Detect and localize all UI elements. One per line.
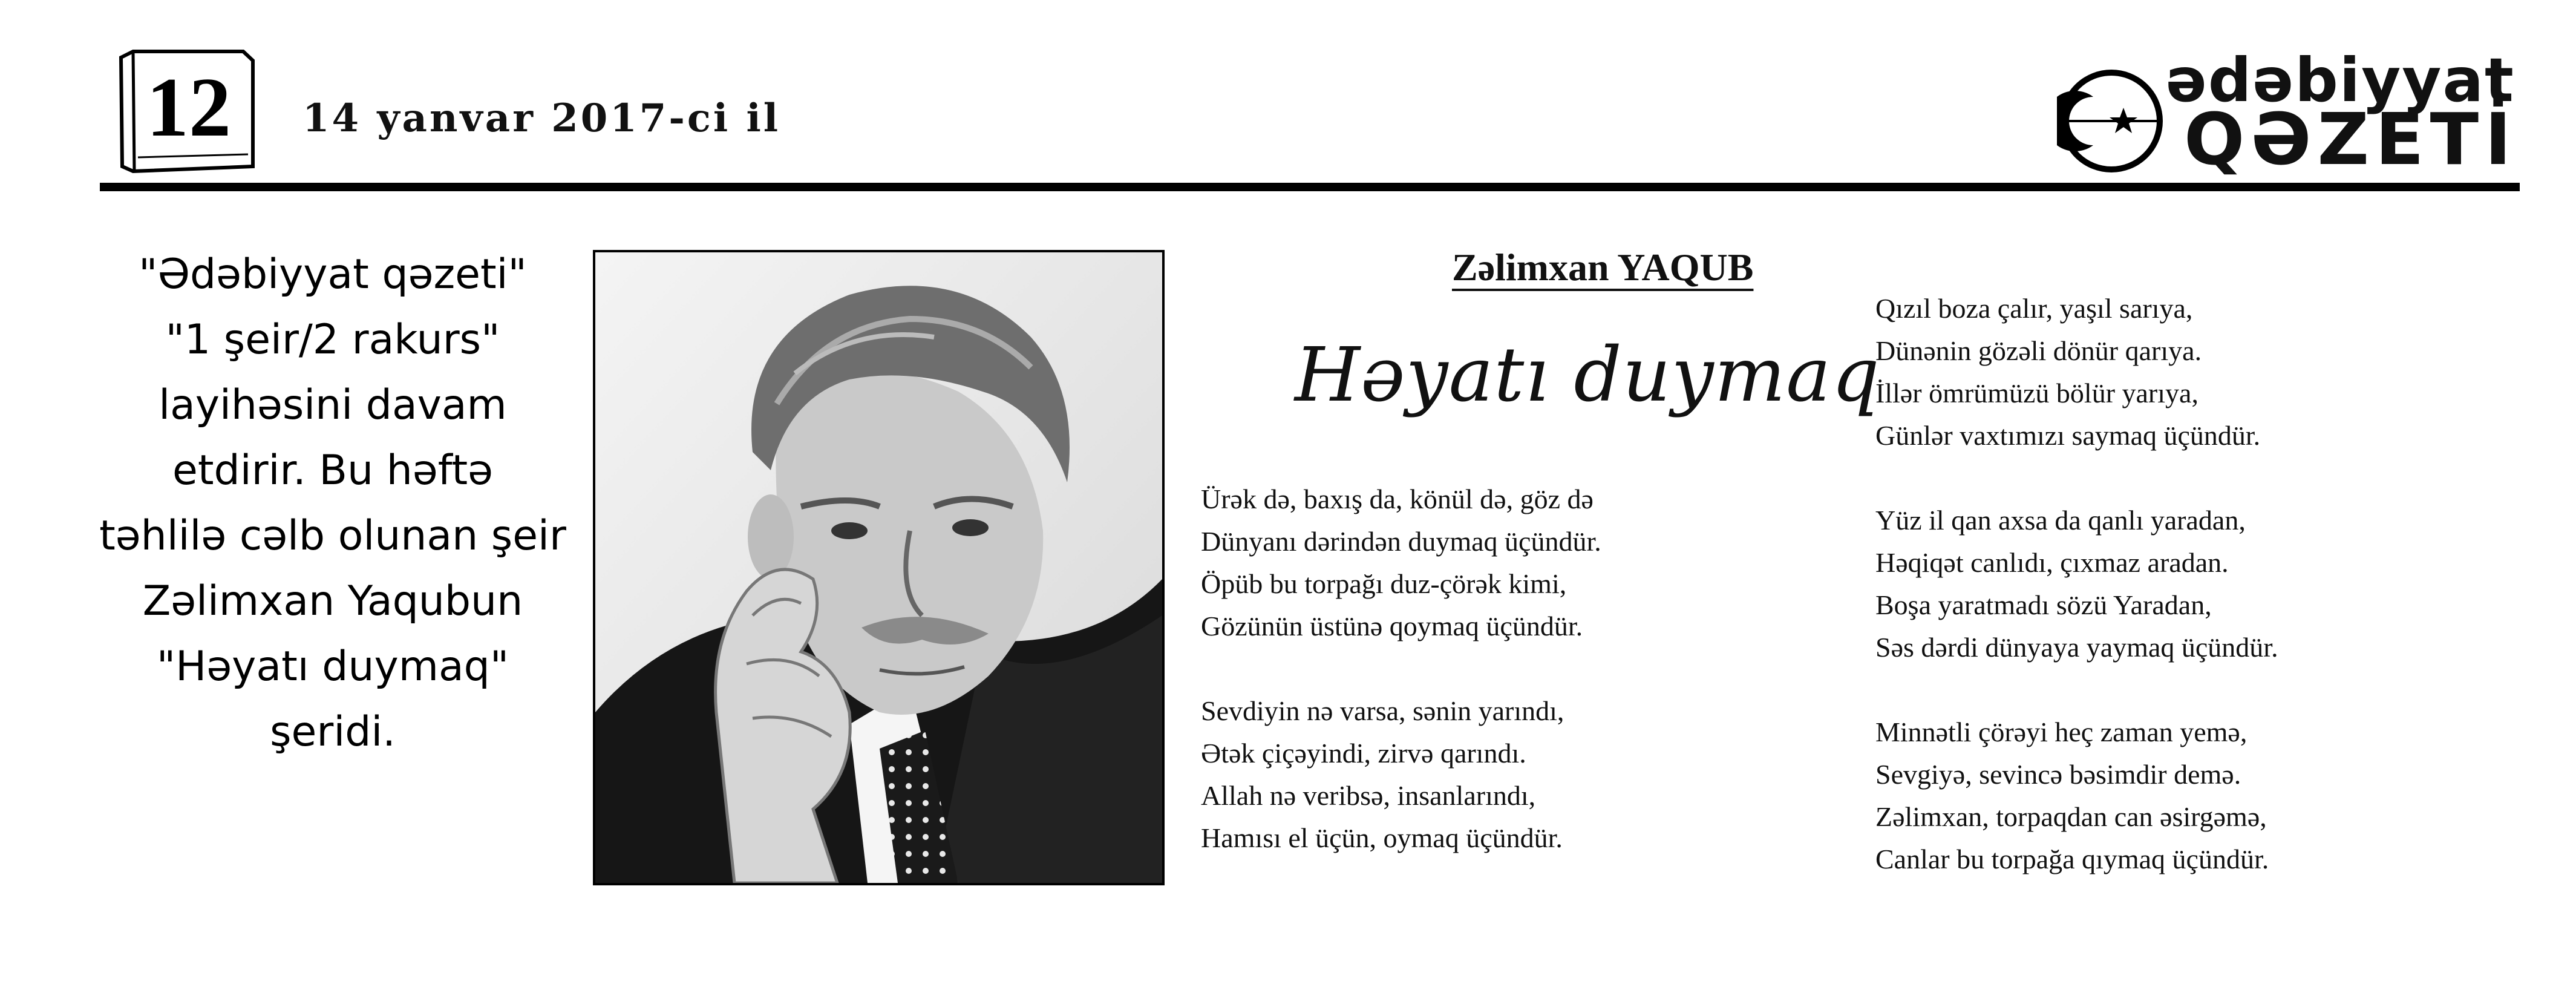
poem-line: Dünyanı dərindən duymaq üçündür. — [1201, 526, 1601, 557]
poem-line: Zəlimxan, torpaqdan can əsirgəmə, — [1875, 801, 2267, 832]
poem-line: Gözünün üstünə qoymaq üçündür. — [1201, 611, 1583, 641]
author-portrait-photo — [595, 252, 1162, 883]
author-portrait — [593, 250, 1165, 885]
poem-stanza — [1201, 690, 1601, 859]
poem-line: Minnətli çörəyi heç zaman yemə, — [1875, 717, 2247, 747]
intro-line: etdirir. Bu həftə — [172, 447, 493, 494]
newspaper-masthead — [2045, 42, 2518, 181]
poem-line: Sevdiyin nə varsa, sənin yarındı, — [1201, 695, 1564, 726]
intro-line: layihəsini davam — [159, 381, 507, 429]
poem-line: Səs dərdi dünyaya yaymaq üçündür. — [1875, 632, 2278, 663]
poem-stanza — [1875, 287, 2278, 457]
poem-line: Həqiqət canlıdı, çıxmaz aradan. — [1875, 547, 2229, 578]
poem-line: Qızıl boza çalır, yaşıl sarıya, — [1875, 293, 2193, 324]
intro-line: şeridi. — [270, 708, 396, 756]
poem-line: Öpüb bu torpağı duz-çörək kimi, — [1201, 568, 1567, 599]
intro-line: "Ədəbiyyat qəzeti" — [139, 251, 527, 298]
poem-line: Boşa yaratmadı sözü Yaradan, — [1875, 589, 2212, 620]
poem-line: Hamısı el üçün, oymaq üçündür. — [1201, 822, 1563, 853]
poem-column-right — [1875, 287, 2278, 923]
poem-line: Dünənin gözəli dönür qarıya. — [1875, 335, 2202, 366]
poem-line: İllər ömrümüzü bölür yarıya, — [1875, 378, 2198, 408]
poem-title: Həyatı duymaq — [1295, 332, 1880, 419]
star-crescent-emblem-icon — [2057, 67, 2166, 175]
poem-line: Ətək çiçəyindi, zirvə qarındı. — [1201, 738, 1526, 769]
poem-column-left — [1201, 478, 1601, 902]
project-intro — [91, 242, 575, 765]
poem-line: Ürək də, baxış da, könül də, göz də — [1201, 484, 1594, 514]
poem-line: Yüz il qan axsa da qanlı yaradan, — [1875, 505, 2246, 536]
intro-line: Zəlimxan Yaqubun — [142, 577, 523, 625]
poem-line: Allah nə veribsə, insanlarındı, — [1201, 780, 1536, 811]
header-divider — [100, 183, 2520, 191]
poem-stanza — [1201, 478, 1601, 648]
poem-line: Canlar bu torpağa qıymaq üçündür. — [1875, 844, 2269, 874]
intro-line: "Həyatı duymaq" — [156, 643, 509, 690]
poem-line: Günlər vaxtımızı saymaq üçündür. — [1875, 420, 2261, 451]
page-number: 12 — [146, 61, 231, 154]
poem-stanza — [1875, 499, 2278, 669]
masthead-title-line1: ədəbiyyat — [2166, 45, 2515, 116]
author-name: Zəlimxan YAQUB — [1452, 246, 1754, 289]
intro-line: "1 şeir/2 rakurs" — [165, 316, 500, 364]
intro-line: təhlilə cəlb olunan şeir — [99, 512, 566, 560]
poem-stanza — [1875, 711, 2278, 881]
page-number-badge — [109, 33, 260, 179]
masthead-title-line2: QƏZETİ — [2184, 97, 2518, 181]
issue-date: 14 yanvar 2017-ci il — [302, 96, 781, 141]
poem-line: Sevgiyə, sevincə bəsimdir demə. — [1875, 759, 2241, 790]
